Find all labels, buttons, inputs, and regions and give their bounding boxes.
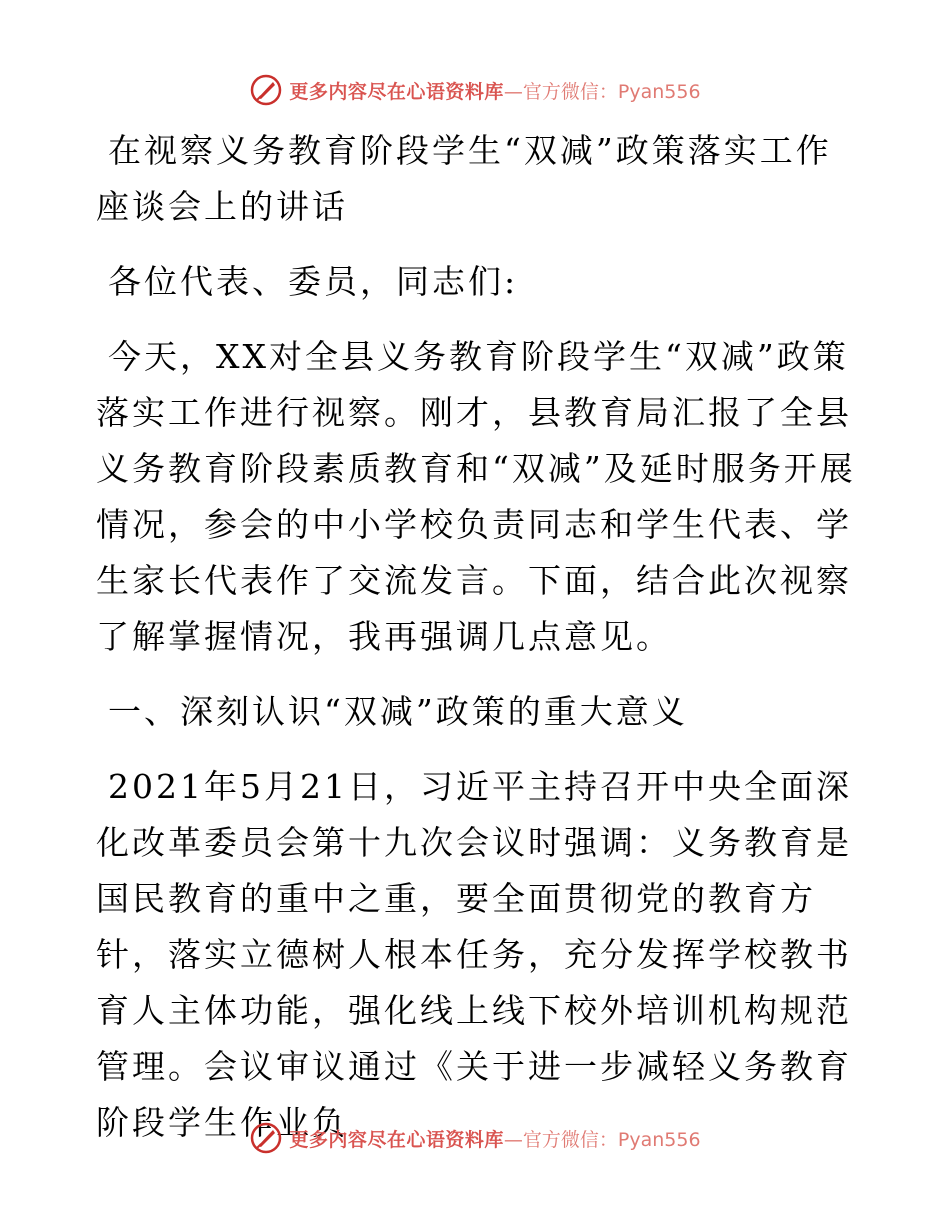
header-watermark (0, 70, 950, 110)
watermark-wechat-text: —官方微信：Pyan556 (503, 80, 701, 103)
salutation: 各位代表、委员，同志们: (108, 262, 519, 301)
paragraph-section-1: 2021年5月21日，习近平主持召开中央全面深化改革委员会第十九次会议时强调：义务教育是国民教育的重中之重，要全面贯彻党的教育方针，落实立德树人根本任务，充分发挥学校教书育人主体功能，强化线上线下校外培训机构规范管理。会议审议通过《关于进一步减轻义务教育阶段学生作业负 (96, 767, 852, 1142)
document-title: 在视察义务教育阶段学生“双减”政策落实工作座谈会上的讲话 (96, 131, 832, 226)
watermark-site-text: 更多内容尽在心语资料库 (289, 80, 504, 103)
footer-watermark (0, 1118, 950, 1158)
feather-pen-seal-icon (249, 73, 283, 107)
feather-pen-seal-icon (249, 1121, 283, 1155)
paragraph-intro: 今天，XX对全县义务教育阶段学生“双减”政策落实工作进行视察。刚才，县教育局汇报了全县义务教育阶段素质教育和“双减”及延时服务开展情况，参会的中小学校负责同志和学生代表、学生家长代表作了交流发言。下面，结合此次视察了解掌握情况，我再强调几点意见。 (96, 337, 856, 656)
watermark-wechat-text: —官方微信：Pyan556 (503, 1128, 701, 1151)
watermark-site-text: 更多内容尽在心语资料库 (289, 1128, 504, 1151)
section-heading-1: 一、深刻认识“双减”政策的重大意义 (108, 692, 688, 731)
document-body (96, 123, 856, 1151)
